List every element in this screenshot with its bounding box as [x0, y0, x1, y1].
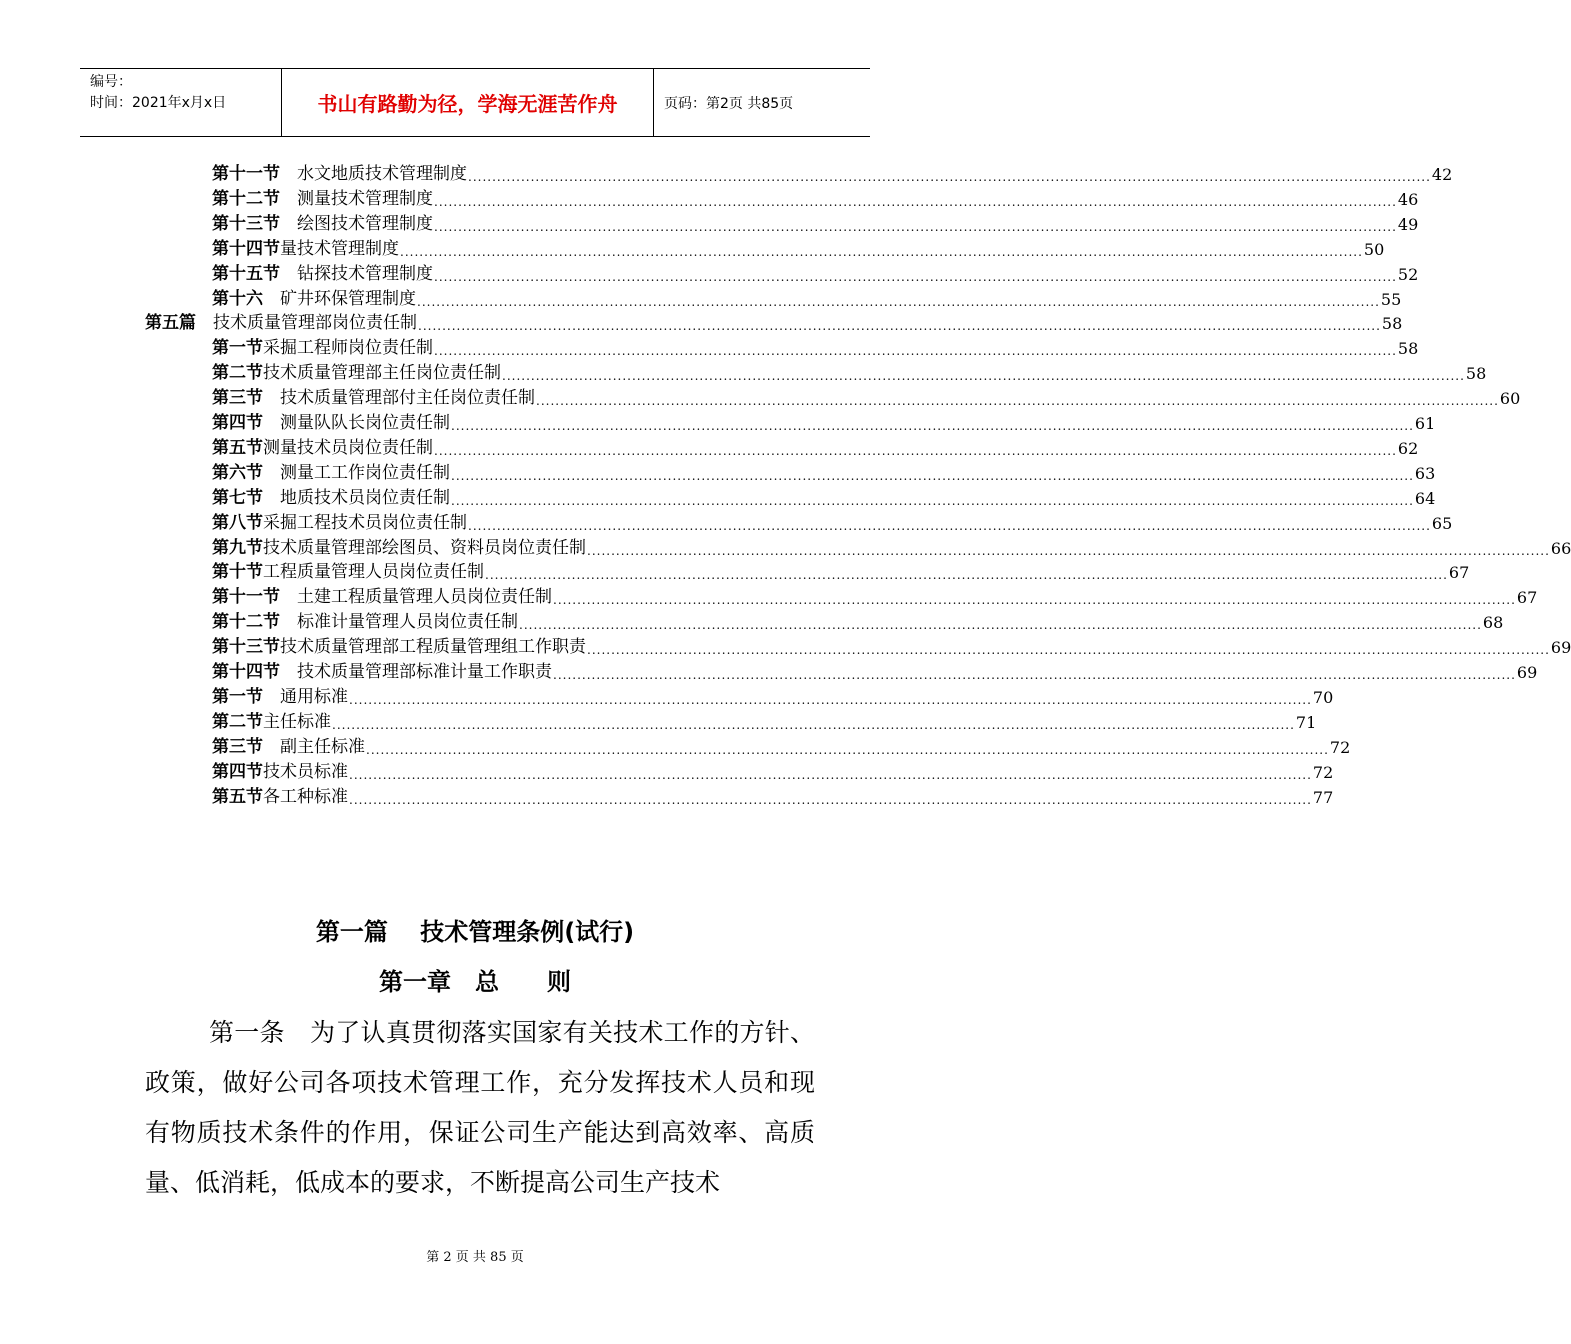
- toc-entry-title: 采掘工程师岗位责任制: [263, 338, 433, 359]
- toc-entry-page: 52: [1397, 264, 1419, 284]
- toc-dot-leader: ........................................................................................................................................................................................................: [587, 543, 1550, 558]
- toc-entry-label: 第五篇: [145, 313, 196, 334]
- toc-entry-title: 矿井环保管理制度: [280, 288, 416, 309]
- toc-entry[interactable]: [212, 558, 1470, 583]
- toc-dot-leader: ........................................................................................................................................................................................................: [434, 269, 1397, 284]
- toc-entry-label: 第十节: [212, 562, 263, 583]
- toc-entry-gap: [196, 308, 213, 333]
- toc-entry-label: 第二节: [212, 711, 263, 732]
- toc-entry-label: 第十一节: [212, 587, 280, 608]
- toc-entry-label: 第十五节: [212, 263, 280, 284]
- toc-entry-label: 第一节: [212, 338, 263, 359]
- header-motto: 书山有路勤为径，学海无涯苦作舟: [282, 69, 654, 136]
- toc-entry-title: 土建工程质量管理人员岗位责任制: [297, 587, 552, 608]
- toc-entry[interactable]: [145, 309, 1403, 334]
- toc-entry-page: 60: [1499, 389, 1521, 409]
- toc-entry-label: 第十四节: [212, 238, 280, 259]
- toc-entry-title: 测量工工作岗位责任制: [280, 462, 450, 483]
- toc-entry-gap: [263, 682, 280, 707]
- toc-entry-label: 第十三节: [212, 213, 280, 234]
- toc-dot-leader: ........................................................................................................................................................................................................: [434, 194, 1397, 209]
- toc-entry[interactable]: [212, 334, 1419, 359]
- toc-entry-title: 测量技术管理制度: [297, 188, 433, 209]
- toc-entry-title: 技术质量管理部付主任岗位责任制: [280, 388, 535, 409]
- toc-entry-gap: [280, 657, 297, 682]
- toc-entry-label: 第十二节: [212, 612, 280, 633]
- toc-entry[interactable]: [212, 733, 1351, 757]
- toc-dot-leader: ........................................................................................................................................................................................................: [468, 518, 1431, 533]
- toc-entry-label: 第八节: [212, 512, 263, 533]
- toc-entry-title: 绘图技术管理制度: [297, 213, 433, 234]
- body-paragraph: 第一条 为了认真贯彻落实国家有关技术工作的方针、政策，做好公司各项技术管理工作，充分发挥技术人员和现有物质技术条件的作用，保证公司生产能达到高效率、高质量、低消耗，低成本的要求，不断提高公司生产技术: [145, 1018, 815, 1197]
- toc-entry-page: 66: [1550, 538, 1571, 558]
- toc-entry[interactable]: [212, 583, 1538, 608]
- toc-dot-leader: ........................................................................................................................................................................................................: [553, 593, 1516, 608]
- toc-dot-leader: ........................................................................................................................................................................................................: [418, 319, 1381, 334]
- toc-entry[interactable]: [212, 758, 1334, 782]
- toc-entry[interactable]: [212, 683, 1334, 707]
- toc-entry-page: 58: [1381, 314, 1403, 334]
- toc-entry-page: 50: [1363, 239, 1385, 259]
- toc-entry-title: 技术质量管理部标准计量工作职责: [297, 662, 552, 682]
- part-title: 第一篇 技术管理条例(试行): [315, 918, 635, 946]
- toc-entry-gap: [280, 582, 297, 607]
- toc-entry-label: 第五节: [212, 437, 263, 458]
- toc-dot-leader: ........................................................................................................................................................................................................: [451, 493, 1414, 508]
- toc-dot-leader: ........................................................................................................................................................................................................: [536, 394, 1499, 409]
- toc-dot-leader: ........................................................................................................................................................................................................: [485, 568, 1448, 583]
- toc-entry-label: 第十一节: [212, 164, 280, 184]
- toc-dot-leader: ........................................................................................................................................................................................................: [553, 668, 1516, 682]
- toc-dot-leader: ........................................................................................................................................................................................................: [349, 692, 1312, 707]
- toc-entry-page: 68: [1482, 613, 1504, 633]
- toc-entry[interactable]: [212, 384, 1521, 409]
- doc-time-label: 时间：2021年x月x日: [90, 95, 227, 111]
- toc-entry-title: 地质技术员岗位责任制: [280, 487, 450, 508]
- toc-entry[interactable]: [212, 608, 1504, 633]
- toc-entry-gap: [263, 284, 280, 309]
- toc-entry[interactable]: [212, 708, 1317, 732]
- toc-entry[interactable]: [212, 534, 1571, 558]
- toc-entry-title: 工程质量管理人员岗位责任制: [263, 562, 484, 583]
- toc-dot-leader: ........................................................................................................................................................................................................: [332, 717, 1295, 732]
- toc-entry-title: 副主任标准: [280, 736, 365, 757]
- toc-entry-page: 67: [1516, 588, 1538, 608]
- toc-entry-page: 72: [1312, 762, 1334, 782]
- toc-entry-page: 69: [1550, 638, 1571, 658]
- toc-entry-gap: [280, 159, 297, 184]
- toc-entry[interactable]: [212, 260, 1419, 284]
- toc-entry-title: 水文地质技术管理制度: [297, 164, 467, 184]
- toc-entry-page: 62: [1397, 438, 1419, 458]
- toc-entry-page: 42: [1431, 165, 1453, 184]
- toc-dot-leader: ........................................................................................................................................................................................................: [468, 170, 1431, 184]
- toc-entry-page: 58: [1397, 339, 1419, 359]
- toc-entry-gap: [280, 184, 297, 209]
- toc-entry-page: 49: [1397, 214, 1419, 234]
- toc-entry-label: 第一节: [212, 686, 263, 707]
- toc-entry-title: 技术质量管理部岗位责任制: [213, 313, 417, 334]
- toc-entry-gap: [263, 408, 280, 433]
- toc-dot-leader: ........................................................................................................................................................................................................: [434, 219, 1397, 234]
- toc-entry-label: 第三节: [212, 388, 263, 409]
- toc-entry-page: 58: [1465, 364, 1487, 384]
- toc-entry-label: 第十二节: [212, 188, 280, 209]
- toc-dot-leader: ........................................................................................................................................................................................................: [451, 419, 1414, 433]
- toc-entry-label: 第十六: [212, 288, 263, 309]
- toc-entry-page: 72: [1329, 737, 1351, 757]
- toc-entry-title: 标准计量管理人员岗位责任制: [297, 612, 518, 633]
- toc-entry[interactable]: [212, 783, 1334, 807]
- toc-entry-gap: [263, 383, 280, 408]
- toc-entry-page: 71: [1295, 712, 1317, 732]
- toc-entry[interactable]: [212, 235, 1385, 259]
- page-header: [80, 68, 870, 137]
- toc-entry-label: 第四节: [212, 413, 263, 433]
- toc-entry-gap: [263, 732, 280, 757]
- header-page-info: 页码：第2页 共85页: [664, 95, 794, 112]
- toc-entry-gap: [280, 209, 297, 234]
- toc-entry-label: 第七节: [212, 487, 263, 508]
- toc-entry-gap: [263, 483, 280, 508]
- toc-entry-title: 技术质量管理部工程质量管理组工作职责: [280, 637, 586, 658]
- toc-entry-label: 第二节: [212, 363, 263, 384]
- toc-entry-page: 63: [1414, 463, 1436, 483]
- toc-entry[interactable]: [212, 185, 1419, 209]
- toc-dot-leader: ........................................................................................................................................................................................................: [417, 294, 1380, 309]
- toc-entry-title: 量技术管理制度: [280, 238, 399, 259]
- toc-dot-leader: ........................................................................................................................................................................................................: [400, 244, 1363, 259]
- toc-entry[interactable]: [212, 409, 1436, 433]
- toc-dot-leader: ........................................................................................................................................................................................................: [366, 742, 1329, 757]
- toc-entry-title: 通用标准: [280, 686, 348, 707]
- toc-dot-leader: ........................................................................................................................................................................................................: [587, 643, 1550, 658]
- toc-entry-page: 55: [1380, 289, 1402, 309]
- toc-entry-page: 64: [1414, 488, 1436, 508]
- toc-entry-label: 第四节: [212, 761, 263, 782]
- toc-entry-gap: [280, 259, 297, 284]
- toc-entry-page: 65: [1431, 513, 1453, 533]
- toc-entry[interactable]: [212, 359, 1487, 384]
- doc-number-label: 编号：: [90, 74, 132, 90]
- toc-dot-leader: ........................................................................................................................................................................................................: [434, 443, 1397, 458]
- toc-entry-title: 测量技术员岗位责任制: [263, 437, 433, 458]
- toc-dot-leader: ........................................................................................................................................................................................................: [349, 767, 1312, 782]
- chapter-title: 第一章 总 则: [379, 968, 571, 996]
- toc-entry[interactable]: [212, 210, 1419, 234]
- toc-entry[interactable]: [212, 633, 1571, 658]
- toc-entry-label: 第五节: [212, 786, 263, 807]
- toc-dot-leader: ........................................................................................................................................................................................................: [519, 618, 1482, 633]
- toc-entry[interactable]: [212, 285, 1402, 309]
- toc-dot-leader: ........................................................................................................................................................................................................: [434, 344, 1397, 359]
- toc-entry-title: 技术质量管理部绘图员、资料员岗位责任制: [263, 537, 586, 558]
- toc-entry-label: 第六节: [212, 462, 263, 483]
- toc-entry-title: 采掘工程技术员岗位责任制: [263, 512, 467, 533]
- toc-entry[interactable]: [212, 434, 1419, 458]
- toc-entry-title: 测量队队长岗位责任制: [280, 413, 450, 433]
- toc-entry-gap: [263, 458, 280, 483]
- toc-entry[interactable]: [212, 160, 1453, 184]
- toc-entry-label: 第十三节: [212, 637, 280, 658]
- toc-entry-page: 70: [1312, 687, 1334, 707]
- toc-entry-title: 各工种标准: [263, 786, 348, 807]
- toc-entry-page: 46: [1397, 189, 1419, 209]
- toc-entry-title: 技术质量管理部主任岗位责任制: [263, 363, 501, 384]
- toc-entry-page: 77: [1312, 787, 1334, 807]
- toc-dot-leader: ........................................................................................................................................................................................................: [502, 369, 1465, 384]
- toc-entry[interactable]: [212, 484, 1436, 508]
- toc-entry-gap: [280, 607, 297, 632]
- toc-entry-page: 69: [1516, 663, 1538, 682]
- toc-entry-label: 第九节: [212, 537, 263, 558]
- toc-entry-title: 主任标准: [263, 711, 331, 732]
- toc-entry[interactable]: [212, 658, 1538, 682]
- toc-entry[interactable]: [212, 459, 1436, 483]
- toc-entry-label: 第三节: [212, 736, 263, 757]
- toc-dot-leader: ........................................................................................................................................................................................................: [451, 468, 1414, 483]
- toc-entry-title: 技术员标准: [263, 761, 348, 782]
- toc-entry[interactable]: [212, 509, 1453, 533]
- toc-entry-title: 钻探技术管理制度: [297, 263, 433, 284]
- toc-entry-page: 67: [1448, 563, 1470, 583]
- toc-entry-page: 61: [1414, 414, 1436, 433]
- toc-entry-label: 第十四节: [212, 662, 280, 682]
- page-footer: 第 2 页 共 85 页: [426, 1250, 524, 1265]
- header-meta: [80, 69, 282, 136]
- toc-dot-leader: ........................................................................................................................................................................................................: [349, 792, 1312, 807]
